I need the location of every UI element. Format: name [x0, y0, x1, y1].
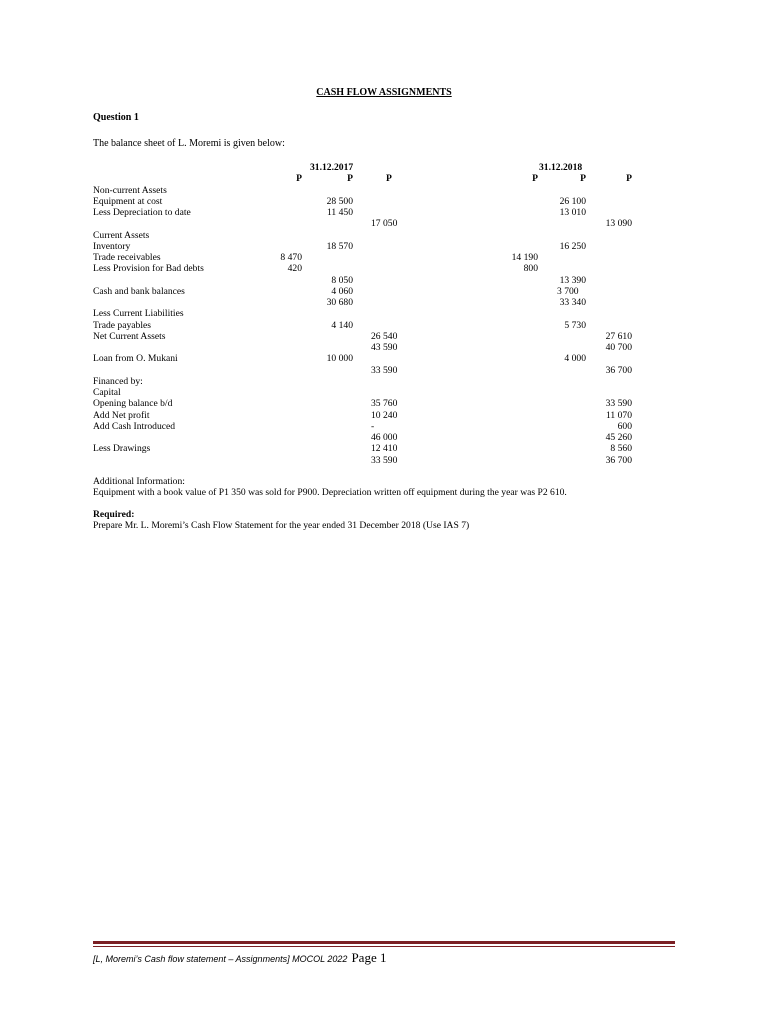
row-label: Add Net profit — [93, 409, 150, 421]
amount-cell: 3 700 — [557, 285, 579, 297]
table-row — [0, 398, 768, 409]
amount-cell: 12 410 — [371, 443, 398, 455]
currency-col-6: P — [626, 173, 632, 185]
table-row — [0, 241, 768, 252]
date-2017: 31.12.2017 — [310, 162, 354, 173]
currency-col-2: P — [347, 173, 353, 185]
required-text: Prepare Mr. L. Moremi’s Cash Flow Statement for the year ended 31 December 2018 (Use IAS 7) — [93, 519, 470, 531]
row-label: Financed by: — [93, 375, 143, 387]
table-row — [0, 297, 768, 308]
amount-cell: 11 450 — [326, 207, 353, 218]
amount-cell: 35 760 — [371, 398, 398, 410]
row-label: Cash and bank balances — [93, 285, 185, 297]
amount-cell: 4 060 — [331, 285, 353, 297]
table-row — [0, 252, 768, 263]
currency-header-row — [0, 173, 768, 184]
table-row — [0, 207, 768, 218]
table-row — [0, 421, 768, 432]
row-label: Less Depreciation to date — [93, 207, 191, 218]
currency-col-5: P — [580, 173, 586, 185]
amount-cell: 4 140 — [331, 319, 353, 331]
amount-cell: 46 000 — [371, 432, 398, 443]
table-row — [0, 286, 768, 297]
row-label: Non-current Assets — [93, 184, 167, 196]
currency-col-3: P — [386, 173, 392, 185]
additional-text: Equipment with a book value of P1 350 was sold for P900. Depreciation written off equipment during the year was P2 610. — [93, 487, 567, 499]
amount-cell: 43 590 — [371, 342, 398, 353]
intro-text: The balance sheet of L. Moremi is given below: — [93, 138, 285, 149]
table-row — [0, 353, 768, 364]
date-2018: 31.12.2018 — [539, 162, 583, 173]
amount-cell: 13 010 — [559, 207, 586, 218]
table-row — [0, 230, 768, 241]
amount-cell: 40 700 — [605, 342, 632, 353]
row-label: Add Cash Introduced — [93, 420, 176, 432]
date-header-row — [0, 162, 768, 173]
amount-cell: 27 610 — [605, 330, 632, 342]
row-label: Less Drawings — [93, 443, 151, 455]
amount-cell: 33 590 — [371, 364, 398, 376]
row-label: Trade receivables — [93, 252, 161, 263]
amount-cell: 13 090 — [605, 218, 632, 230]
table-row — [0, 308, 768, 319]
currency-col-4: P — [532, 173, 538, 185]
table-row — [0, 196, 768, 207]
amount-cell: 8 560 — [610, 443, 632, 455]
amount-cell: 420 — [287, 263, 302, 275]
amount-cell: 33 590 — [605, 398, 632, 410]
amount-cell: 8 470 — [280, 252, 302, 263]
table-row — [0, 365, 768, 376]
amount-cell: 26 540 — [371, 330, 398, 342]
required-heading: Required: — [93, 508, 135, 520]
footer-rule-thin — [93, 946, 675, 947]
table-row — [0, 410, 768, 421]
row-label: Inventory — [93, 240, 131, 252]
question-heading: Question 1 — [93, 112, 139, 123]
amount-cell: 16 250 — [559, 240, 586, 252]
table-row — [0, 275, 768, 286]
balance-sheet — [0, 162, 768, 466]
additional-heading: Additional Information: — [93, 476, 185, 487]
table-row — [0, 320, 768, 331]
table-row — [0, 455, 768, 466]
table-row — [0, 218, 768, 229]
amount-cell: 10 000 — [326, 353, 353, 365]
row-label: Capital — [93, 387, 121, 398]
footer-text: [L, Moremi’s Cash flow statement – Assignments] MOCOL 2022 — [93, 954, 348, 964]
amount-cell: 4 000 — [564, 353, 586, 365]
notes-section — [93, 476, 567, 531]
row-label: Equipment at cost — [93, 195, 163, 207]
row-label: Net Current Assets — [93, 330, 166, 342]
amount-cell: 11 070 — [605, 409, 632, 421]
page-title: CASH FLOW ASSIGNMENTS — [316, 87, 452, 98]
row-label: Opening balance b/d — [93, 398, 173, 410]
row-label: Current Assets — [93, 229, 150, 241]
table-row — [0, 376, 768, 387]
amount-cell: 17 050 — [371, 218, 398, 230]
table-row — [0, 432, 768, 443]
table-row — [0, 263, 768, 274]
page-footer — [93, 950, 386, 966]
amount-cell: 45 260 — [605, 432, 632, 443]
table-row — [0, 331, 768, 342]
amount-cell: 8 050 — [331, 274, 353, 286]
currency-col-1: P — [296, 173, 302, 185]
amount-cell: 30 680 — [326, 297, 353, 308]
row-label: Trade payables — [93, 319, 151, 331]
amount-cell: 800 — [523, 263, 538, 275]
amount-cell: 13 390 — [559, 274, 586, 286]
table-row — [0, 342, 768, 353]
amount-cell: 36 700 — [605, 364, 632, 376]
row-label: Less Current Liabilities — [93, 308, 184, 320]
row-label: Loan from O. Mukani — [93, 353, 178, 365]
balance-sheet-rows — [0, 185, 768, 466]
amount-cell: 600 — [617, 420, 632, 432]
amount-cell: 26 100 — [559, 195, 586, 207]
row-label: Less Provision for Bad debts — [93, 263, 204, 275]
page-number: Page 1 — [351, 950, 387, 965]
amount-cell: 36 700 — [605, 454, 632, 466]
table-row — [0, 443, 768, 454]
amount-cell: 33 590 — [371, 454, 398, 466]
footer-rule-thick — [93, 941, 675, 944]
amount-cell: 18 570 — [326, 240, 353, 252]
amount-cell: 14 190 — [511, 252, 538, 263]
table-row — [0, 387, 768, 398]
amount-cell: 5 730 — [564, 319, 586, 331]
amount-cell: 10 240 — [371, 409, 398, 421]
table-row — [0, 185, 768, 196]
amount-cell: - — [371, 420, 375, 432]
amount-cell: 28 500 — [326, 195, 353, 207]
amount-cell: 33 340 — [559, 297, 586, 308]
